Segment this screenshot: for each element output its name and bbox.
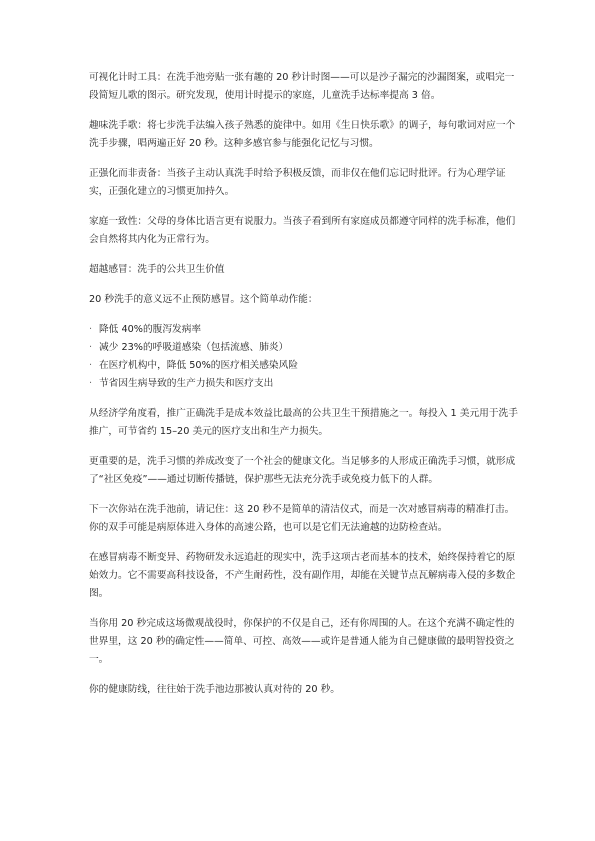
paragraph-economics: 从经济学角度看，推广正确洗手是成本效益比最高的公共卫生干预措施之一。每投入 1 美元用于洗手推广，可节省约 15–20 美元的医疗支出和生产力损失。	[89, 408, 518, 437]
section-heading: 超越感冒：洗手的公共卫生价值	[89, 264, 225, 275]
paragraph-micro-battle: 当你用 20 秒完成这场微观战役时，你保护的不仅是自己，还有你周围的人。在这个充满不确定性的世界里，这 20 秒的确定性——简单、可控、高效——或许是普通人能为自己健康做的最明智投资之一。	[89, 618, 515, 665]
list-item-text: 节省因生病导致的生产力损失和医疗支出	[99, 378, 274, 389]
document-page	[89, 69, 521, 711]
bullet-marker: ·	[89, 360, 93, 371]
list-item	[89, 357, 521, 375]
list-item	[89, 321, 521, 339]
paragraph-family-consistency: 家庭一致性：父母的身体比语言更有说服力。当孩子看到所有家庭成员都遵守同样的洗手标准，他们会自然将其内化为正常行为。	[89, 216, 516, 245]
paragraph-next-time: 下一次你站在洗手池前，请记住：这 20 秒不是简单的清洁仪式，而是一次对感冒病毒的精准打击。你的双手可能是病原体进入身体的高速公路，也可以是它们无法逾越的边防检查站。	[89, 504, 515, 533]
paragraph-positive-reinforcement: 正强化而非责备：当孩子主动认真洗手时给予积极反馈，而非仅在他们忘记时批评。行为心理学证实，正强化建立的习惯更加持久。	[89, 168, 506, 197]
benefits-list	[89, 321, 521, 393]
paragraph-visual-timer: 可视化计时工具：在洗手池旁贴一张有趣的 20 秒计时图——可以是沙子漏完的沙漏图案，或唱完一段简短儿歌的图示。研究发现，使用计时提示的家庭，儿童洗手达标率提高 3 倍。	[89, 72, 515, 101]
bullet-marker: ·	[89, 378, 93, 389]
list-item-text: 在医疗机构中，降低 50%的医疗相关感染风险	[99, 360, 298, 371]
paragraph-ancient-technique: 在感冒病毒不断变异、药物研发永远追赶的现实中，洗手这项古老而基本的技术，始终保持着它的原始效力。它不需要高科技设备，不产生耐药性，没有副作用，却能在关键节点瓦解病毒入侵的多数企图。	[89, 552, 516, 599]
list-item-text: 减少 23%的呼吸道感染（包括流感、肺炎）	[99, 342, 289, 353]
paragraph-conclusion: 你的健康防线，往往始于洗手池边那被认真对待的 20 秒。	[89, 684, 340, 695]
paragraph-handwash-song: 趣味洗手歌：将七步洗手法编入孩子熟悉的旋律中。如用《生日快乐歌》的调子，每句歌词对应一个洗手步骤，唱两遍正好 20 秒。这种多感官参与能强化记忆与习惯。	[89, 120, 516, 149]
paragraph-community-immunity: 更重要的是，洗手习惯的养成改变了一个社会的健康文化。当足够多的人形成正确洗手习惯，就形成了“社区免疫”——通过切断传播链，保护那些无法充分洗手或免疫力低下的人群。	[89, 456, 516, 485]
list-item	[89, 375, 521, 393]
list-item	[89, 339, 521, 357]
paragraph-intro: 20 秒洗手的意义远不止预防感冒。这个简单动作能：	[89, 294, 318, 305]
bullet-marker: ·	[89, 324, 93, 335]
bullet-marker: ·	[89, 342, 93, 353]
list-item-text: 降低 40%的腹泻发病率	[99, 324, 202, 335]
